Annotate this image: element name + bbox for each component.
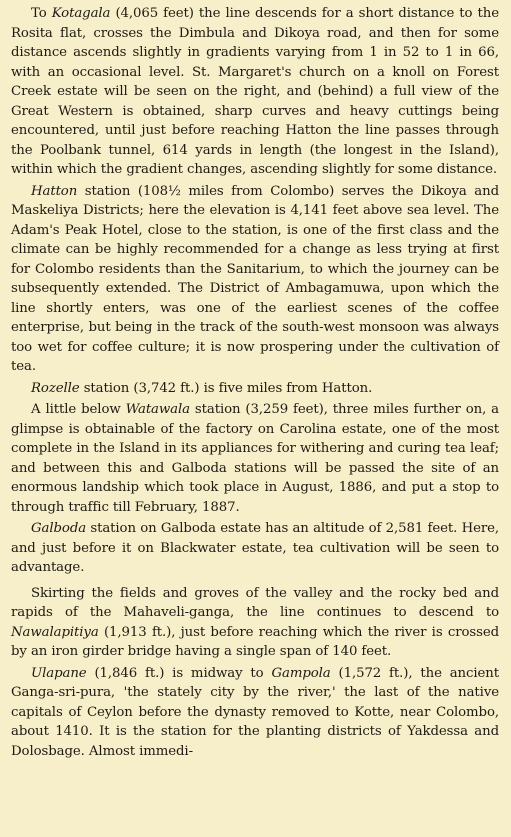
place-name-rozelle: Rozelle — [31, 380, 80, 396]
paragraph-nawalapitiya — [11, 584, 499, 662]
text-run: station (108½ miles from Colombo) serves the Dikoya and Maskeliya Districts; here the elevation is 4,141 feet above sea level. The Adam's Peak Hotel, close to the station, is one of the first class and the climate can be highly recommended for a change as less trying at first for Colombo residents than the Sanitarium, to which the journey can be subsequently extended. The District of Ambagamuwa, upon which the line shortly enters, was one of the earliest scenes of the coffee enterprise, but being in the track of the south-west monsoon was always too wet for coffee culture; it is now prospering under the cultivation of tea. — [11, 183, 499, 374]
text-run: station (3,742 ft.) is five miles from Hatton. — [79, 380, 373, 396]
place-name-ulapane: Ulapane — [31, 665, 87, 681]
place-name-gampola: Gampola — [271, 665, 331, 681]
paragraph-hatton — [11, 182, 499, 377]
text-run: A little below — [31, 402, 126, 417]
paragraph-kotagala — [11, 4, 499, 180]
place-name-hatton: Hatton — [31, 183, 78, 199]
place-name-galboda: Galboda — [31, 521, 87, 536]
paragraph-watawala — [11, 400, 499, 517]
text-run: station (3,259 feet), three miles further on, a glimpse is obtainable of the factory on Carolina estate, one of the most complete in the Island in its appliances for withering and curing tea leaf; and between this and Galboda stations will be passed the site of an enormous landship which took place in August, 1886, and put a stop to through traffic till February, 1887. — [11, 402, 499, 515]
place-name-kotagala: Kotagala — [51, 6, 111, 21]
text-run: station on Galboda estate has an altitude of 2,581 feet. Here, and just before it on Blackwater estate, tea cultivation will be seen to advantage. — [11, 521, 499, 575]
text-run: (1,846 ft.) is midway to — [86, 665, 272, 681]
place-name-nawalapitiya: Nawalapitiya — [11, 624, 99, 640]
paragraph-galboda — [11, 519, 499, 578]
text-run: To — [31, 6, 52, 21]
text-run: (1,572 ft.), the ancient Ganga-sri-pura, 'the stately city by the river,' the last of the native capitals of Ceylon before the dynasty removed to Kotte, near Colombo, about 1410. It is the station for the planting districts of Yakdessa and Dolosbage. Almost immedi- — [11, 665, 499, 759]
text-run: Skirting the fields and groves of the valley and the rocky bed and rapids of the Mahaveli-ganga, the line continues to descend to — [11, 585, 499, 620]
text-run: (1,913 ft.), just before reaching which the river is crossed by an iron girder bridge having a single span of 140 feet. — [11, 624, 499, 659]
paragraph-ulapane — [11, 664, 499, 762]
place-name-watawala: Watawala — [125, 402, 190, 417]
paragraph-rozelle — [11, 379, 499, 399]
text-run: (4,065 feet) the line descends for a short distance to the Rosita flat, crosses the Dimbula and Dikoya road, and then for some distance ascends slightly in gradients varying from 1 in 52 to 1 in 66, with an occasional level. St. Margaret's church on a knoll on Forest Creek estate will be seen on the right, and (behind) a full view of the Great Western is obtained, sharp curves and heavy cuttings being encountered, until just before reaching Hatton the line passes through the Poolbank tunnel, 614 yards in length (the longest in the Island), within which the gradient changes, ascending slightly for some distance. — [11, 6, 499, 177]
